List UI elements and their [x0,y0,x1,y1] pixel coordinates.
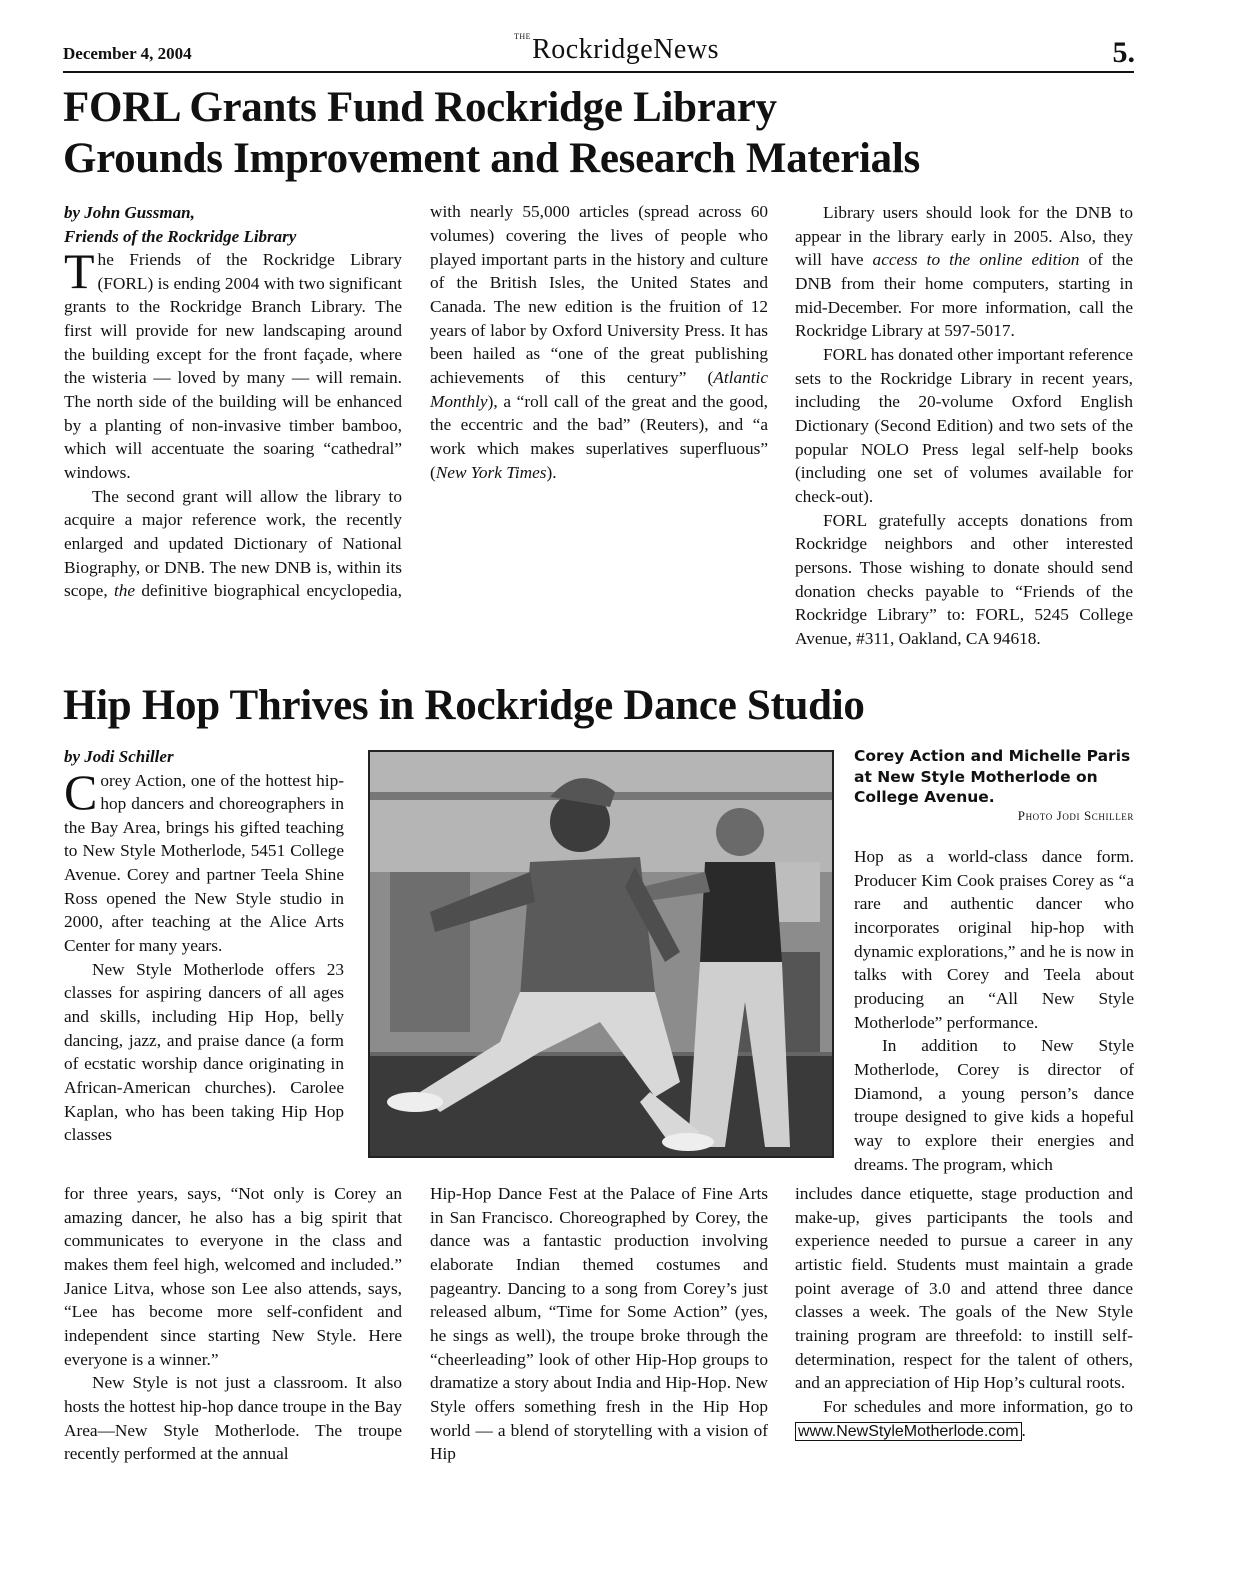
article2-column-1-bottom [64,1182,402,1466]
article1-paragraph: FORL gratefully accepts donations from Rockridge neighbors and other interested persons. Those wishing to donate should send donation checks payable to “Friends of the Rockridge Library” to: FORL, 5245 College Avenue, #311, Oakland, CA 94618. [795,510,1133,648]
page-number: 5. [1112,36,1135,69]
article2-paragraph-cont: Hip-Hop Dance Fest at the Palace of Fine Arts in San Francisco. Choreographed by Corey, the dance was a fantastic production involving elaborate Indian themed costumes and pageantry. Dancing to a song from Corey’s just released album, “Time for Some Action” (yes, he sings as well), the troupe broke through the “cheerleading” look of other Hip-Hop groups to dramatize a story about India and Hip-Hop. New Style offers something fresh in the Hip Hop world — a blend of storytelling with a vision of Hip [430,1184,768,1464]
article1-paragraph: The second grant will allow the library to acquire a major reference work, the recently enlarged and updated Dictionary of National Biography, or DNB. The new DNB is, within its scope, the definitive biographical encyclopedia, [64,486,402,601]
article2-paragraph-cont: includes dance etiquette, stage production and make-up, gives participants the tools and experience needed to pursue a career in any artistic field. Students must maintain a grade point average of 3.0 and attend three dance classes a week. The goals of the New Style training program are threefold: to instill self-determination, respect for the talent of others, and an appreciation of Hip Hop’s cultural roots. [795,1184,1133,1393]
article2-column-3-top [854,845,1134,1176]
article2-paragraph: For schedules and more information, go to www.NewStyleMotherlode.com . [795,1395,1133,1443]
article1-column-3 [795,201,1133,650]
article2-column-2 [430,1182,768,1466]
article2-headline: Hip Hop Thrives in Rockridge Dance Studio [63,682,865,729]
article2-paragraph-cont: Hop as a world-class dance form. Producer Kim Cook praises Corey as “a rare and authentic dancer who incorporates original hip-hop with dynamic explorations,” and he is now in talks with Corey and Teela about producing an “All New Style Motherlode” performance. [854,847,1134,1032]
article1-paragraph-cont: with nearly 55,000 articles (spread across 60 volumes) covering the lives of people who played important parts in the history and culture of the British Isles, the United States and Canada. The new edition is the fruition of 12 years of labor by Oxford University Press. It has been hailed as “one of the great publishing achievements of this century” (Atlantic Monthly), a “roll call of the great and the good, the eccentric and the bad” (Reuters), and “a work which makes superlatives superfluous” (New York Times). [430,202,768,482]
masthead-the: THE [514,32,532,41]
article1-byline-org: Friends of the Rockridge Library [64,226,297,246]
article2-byline: by Jodi Schiller [64,747,174,766]
dropcap: C [64,763,98,820]
website-link[interactable]: www.NewStyleMotherlode.com [795,1422,1022,1441]
article1-headline-line1: FORL Grants Fund Rockridge Library [63,84,777,131]
dance-photo-image [370,752,832,1156]
header-rule [63,71,1134,73]
dropcap: T [64,243,95,299]
article2-paragraph: New Style is not just a classroom. It also hosts the hottest hip-hop dance troupe in the Bay Area—New Style Motherlode. The troupe recently performed at the annual [64,1373,402,1464]
masthead-title: RockridgeNews [532,34,719,65]
article1-paragraph: Library users should look for the DNB to appear in the library early in 2005. Also, they will have access to the online edition of the DNB from their home computers, starting in mid-December. For more information, call the Rockridge Library at 597-5017. [795,203,1133,341]
article1-byline-name: by John Gussman, [64,203,195,222]
article2-column-3-bottom [795,1182,1133,1443]
article2-paragraph: Corey Action, one of the hottest hip-hop dancers and choreographers in the Bay Area, brings his gifted teaching to New Style Motherlode, 5451 College Avenue. Corey and partner Teela Shine Ross opened the New Style studio in 2000, after teaching at the Alice Arts Center for many years. [64,763,344,956]
article2-paragraph: New Style Motherlode offers 23 classes for aspiring dancers of all ages and skills, including Hip Hop, belly dancing, jazz, and praise dance (a form of ecstatic worship dance originating in African-American churches). Carolee Kaplan, who has been taking Hip Hop classes [64,959,344,1145]
article1-column-2 [430,201,768,676]
article1-paragraph: The Friends of the Rockridge Library (FORL) is ending 2004 with two significant grants to the Rockridge Branch Library. The first will provide for new landscaping around the building except for the front façade, where the wisteria — loved by many — will remain. The north side of the building will be enhanced by a planting of non-invasive timber bamboo, which will accentuate the soaring “cathedral” windows. [64,243,402,482]
issue-date: December 4, 2004 [63,44,192,63]
photo-caption: Corey Action and Michelle Paris at New Style Motherlode on College Avenue. [854,747,1131,806]
article1-column-1 [64,201,402,604]
article1-paragraph: FORL has donated other important reference sets to the Rockridge Library in recent years, including the 20-volume Oxford English Dictionary (Second Edition) and two sets of the popular NOLO Press legal self-help books (including one set of volumes available for check-out). [795,344,1133,506]
article2-paragraph: In addition to New Style Motherlode, Corey is director of Diamond, a young person’s dance troupe designed to give kids a hopeful way to explore their energies and dreams. The program, which [854,1036,1134,1174]
article2-paragraph-cont: for three years, says, “Not only is Corey an amazing dancer, he also has a big spirit that communicates to everyone in the class and makes them feel high, welcomed and included.” Janice Litva, whose son Lee also attends, says, “Lee has become more self-confident and independent since starting New Style. Here everyone is a winner.” [64,1184,402,1369]
masthead [0,34,1233,66]
article1-headline-line2: Grounds Improvement and Research Materials [63,135,920,182]
article2-column-1-top [64,745,344,1147]
dance-photo [368,750,834,1158]
photo-credit: Photo Jodi Schiller [1017,808,1134,823]
article1-headline [63,82,1153,184]
